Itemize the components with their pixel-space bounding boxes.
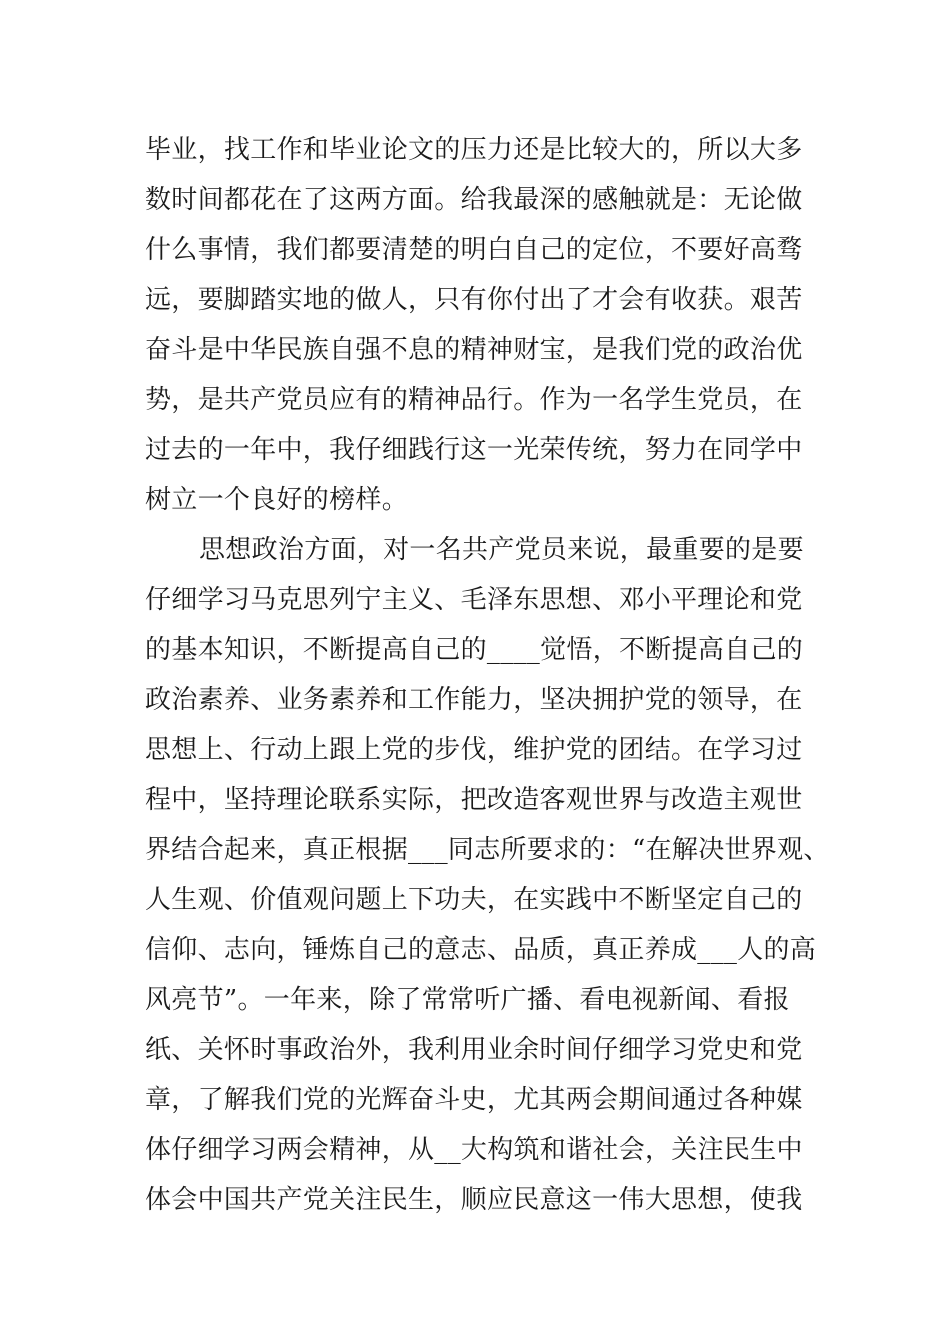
text-line: 势，是共产党员应有的精神品行。作为一名学生党员，在 bbox=[145, 385, 803, 415]
text-line: 奋斗是中华民族自强不息的精神财宝，是我们党的政治优 bbox=[145, 335, 803, 365]
text-line: 政治素养、业务素养和工作能力，坚决拥护党的领导，在 bbox=[145, 685, 803, 715]
paragraph-first-line: 思想政治方面，对一名共产党员来说，最重要的是要 bbox=[199, 535, 804, 565]
text-line: 毕业，找工作和毕业论文的压力还是比较大的，所以大多 bbox=[145, 135, 803, 165]
text-line: 树立一个良好的榜样。 bbox=[145, 485, 409, 515]
text-line: 什么事情，我们都要清楚的明白自己的定位，不要好高骛 bbox=[145, 235, 803, 265]
text-line: 人生观、价值观问题上下功夫，在实践中不断坚定自己的 bbox=[145, 885, 803, 915]
text-line: 体仔细学习两会精神，从__大构筑和谐社会，关注民生中 bbox=[145, 1135, 803, 1165]
text-line: 数时间都花在了这两方面。给我最深的感触就是：无论做 bbox=[145, 185, 803, 215]
text-line: 章，了解我们党的光辉奋斗史，尤其两会期间通过各种媒 bbox=[145, 1085, 803, 1115]
text-line: 仔细学习马克思列宁主义、毛泽东思想、邓小平理论和党 bbox=[145, 585, 803, 615]
text-line: 风亮节”。一年来，除了常常听广播、看电视新闻、看报 bbox=[145, 985, 790, 1015]
text-line: 的基本知识，不断提高自己的____觉悟，不断提高自己的 bbox=[145, 635, 804, 665]
text-line: 过去的一年中，我仔细践行这一光荣传统，努力在同学中 bbox=[145, 435, 803, 465]
text-line: 信仰、志向，锤炼自己的意志、品质，真正养成___人的高 bbox=[145, 935, 817, 965]
text-line: 思想上、行动上跟上党的步伐，维护党的团结。在学习过 bbox=[145, 735, 803, 765]
text-line: 远，要脚踏实地的做人，只有你付出了才会有收获。艰苦 bbox=[145, 285, 803, 315]
text-line: 界结合起来，真正根据___同志所要求的：“在解决世界观、 bbox=[145, 835, 830, 865]
text-line: 体会中国共产党关注民生，顺应民意这一伟大思想，使我 bbox=[145, 1185, 803, 1215]
text-line: 纸、关怀时事政治外，我利用业余时间仔细学习党史和党 bbox=[145, 1035, 803, 1065]
text-line: 程中，坚持理论联系实际，把改造客观世界与改造主观世 bbox=[145, 785, 803, 815]
